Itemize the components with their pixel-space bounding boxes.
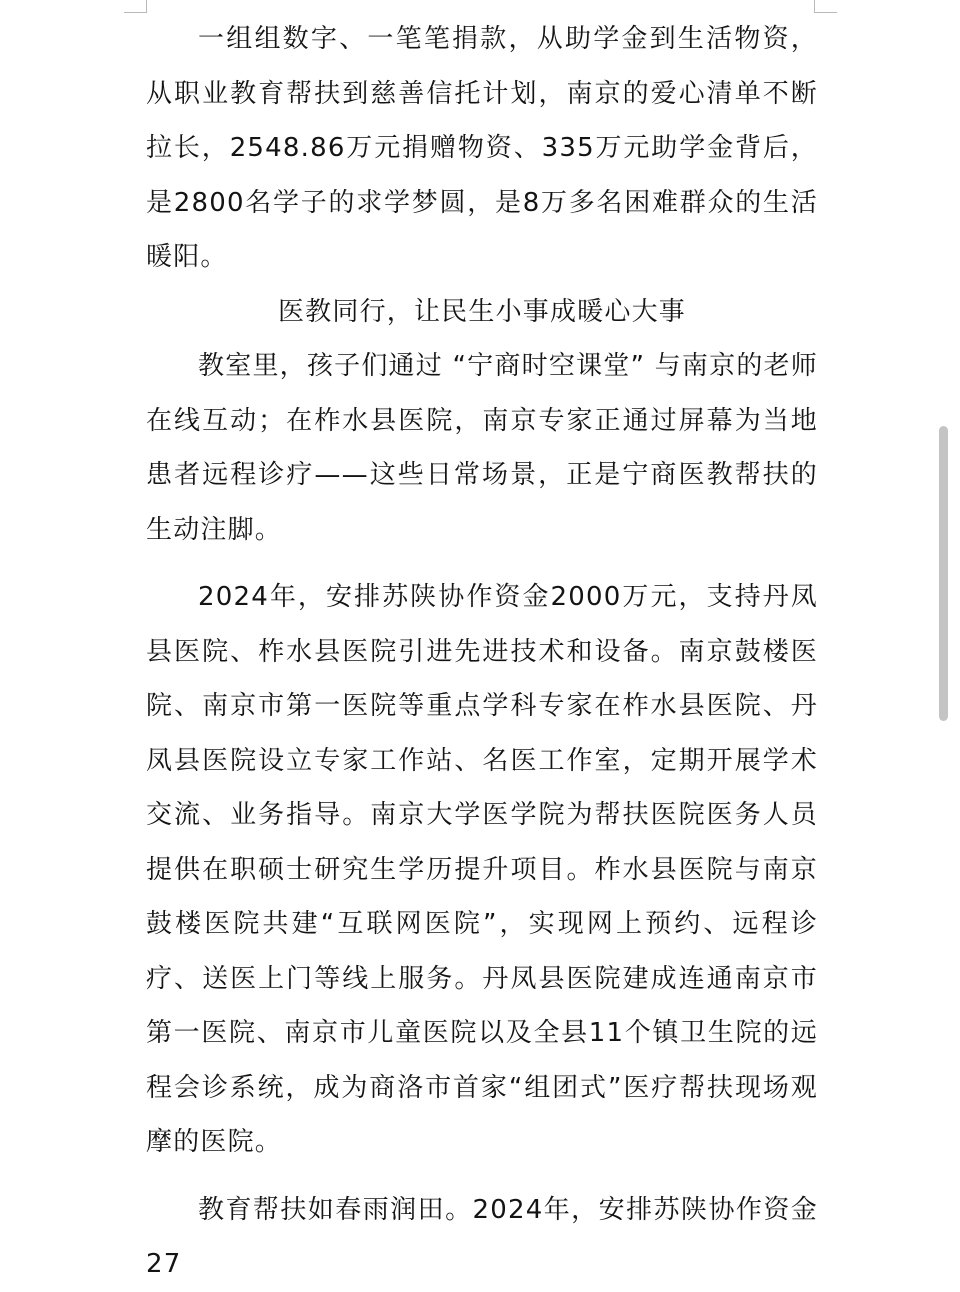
- vertical-scrollbar[interactable]: [939, 426, 948, 721]
- document-text-area: [146, 12, 818, 1292]
- paragraph-hospitals: 2024年，安排苏陕协作资金2000万元，支持丹凤县医院、柞水县医院引进先进技术和设备。南京鼓楼医院、南京市第一医院等重点学科专家在柞水县医院、丹凤县医院设立专家工作站、名医工作室，定期开展学术交流、业务指导。南京大学医学院为帮扶医院医务人员提供在职硕士研究生学历提升项目。柞水县医院与南京鼓楼医院共建“互联网医院”，实现网上预约、远程诊疗、送医上门等线上服务。丹凤县医院建成连通南京市第一医院、南京市儿童医院以及全县11个镇卫生院的远程会诊系统，成为商洛市首家“组团式”医疗帮扶现场观摩的医院。: [146, 582, 818, 1157]
- paragraph-donations: 一组组数字、一笔笔捐款，从助学金到生活物资，从职业教育帮扶到慈善信托计划，南京的爱心清单不断拉长，2548.86万元捐赠物资、335万元助学金背后，是2800名学子的求学梦圆，是8万多名困难群众的生活暖阳。: [146, 24, 818, 272]
- section-heading: 医教同行，让民生小事成暖心大事: [277, 296, 686, 327]
- paragraph-education: 教育帮扶如春雨润田。2024年，安排苏陕协作资金27: [146, 1194, 818, 1279]
- crop-mark-left: [124, 0, 147, 13]
- paragraph-classroom: 教室里，孩子们通过 “宁商时空课堂” 与南京的老师在线互动；在柞水县医院，南京专家正通过屏幕为当地患者远程诊疗——这些日常场景，正是宁商医教帮扶的生动注脚。: [146, 351, 818, 545]
